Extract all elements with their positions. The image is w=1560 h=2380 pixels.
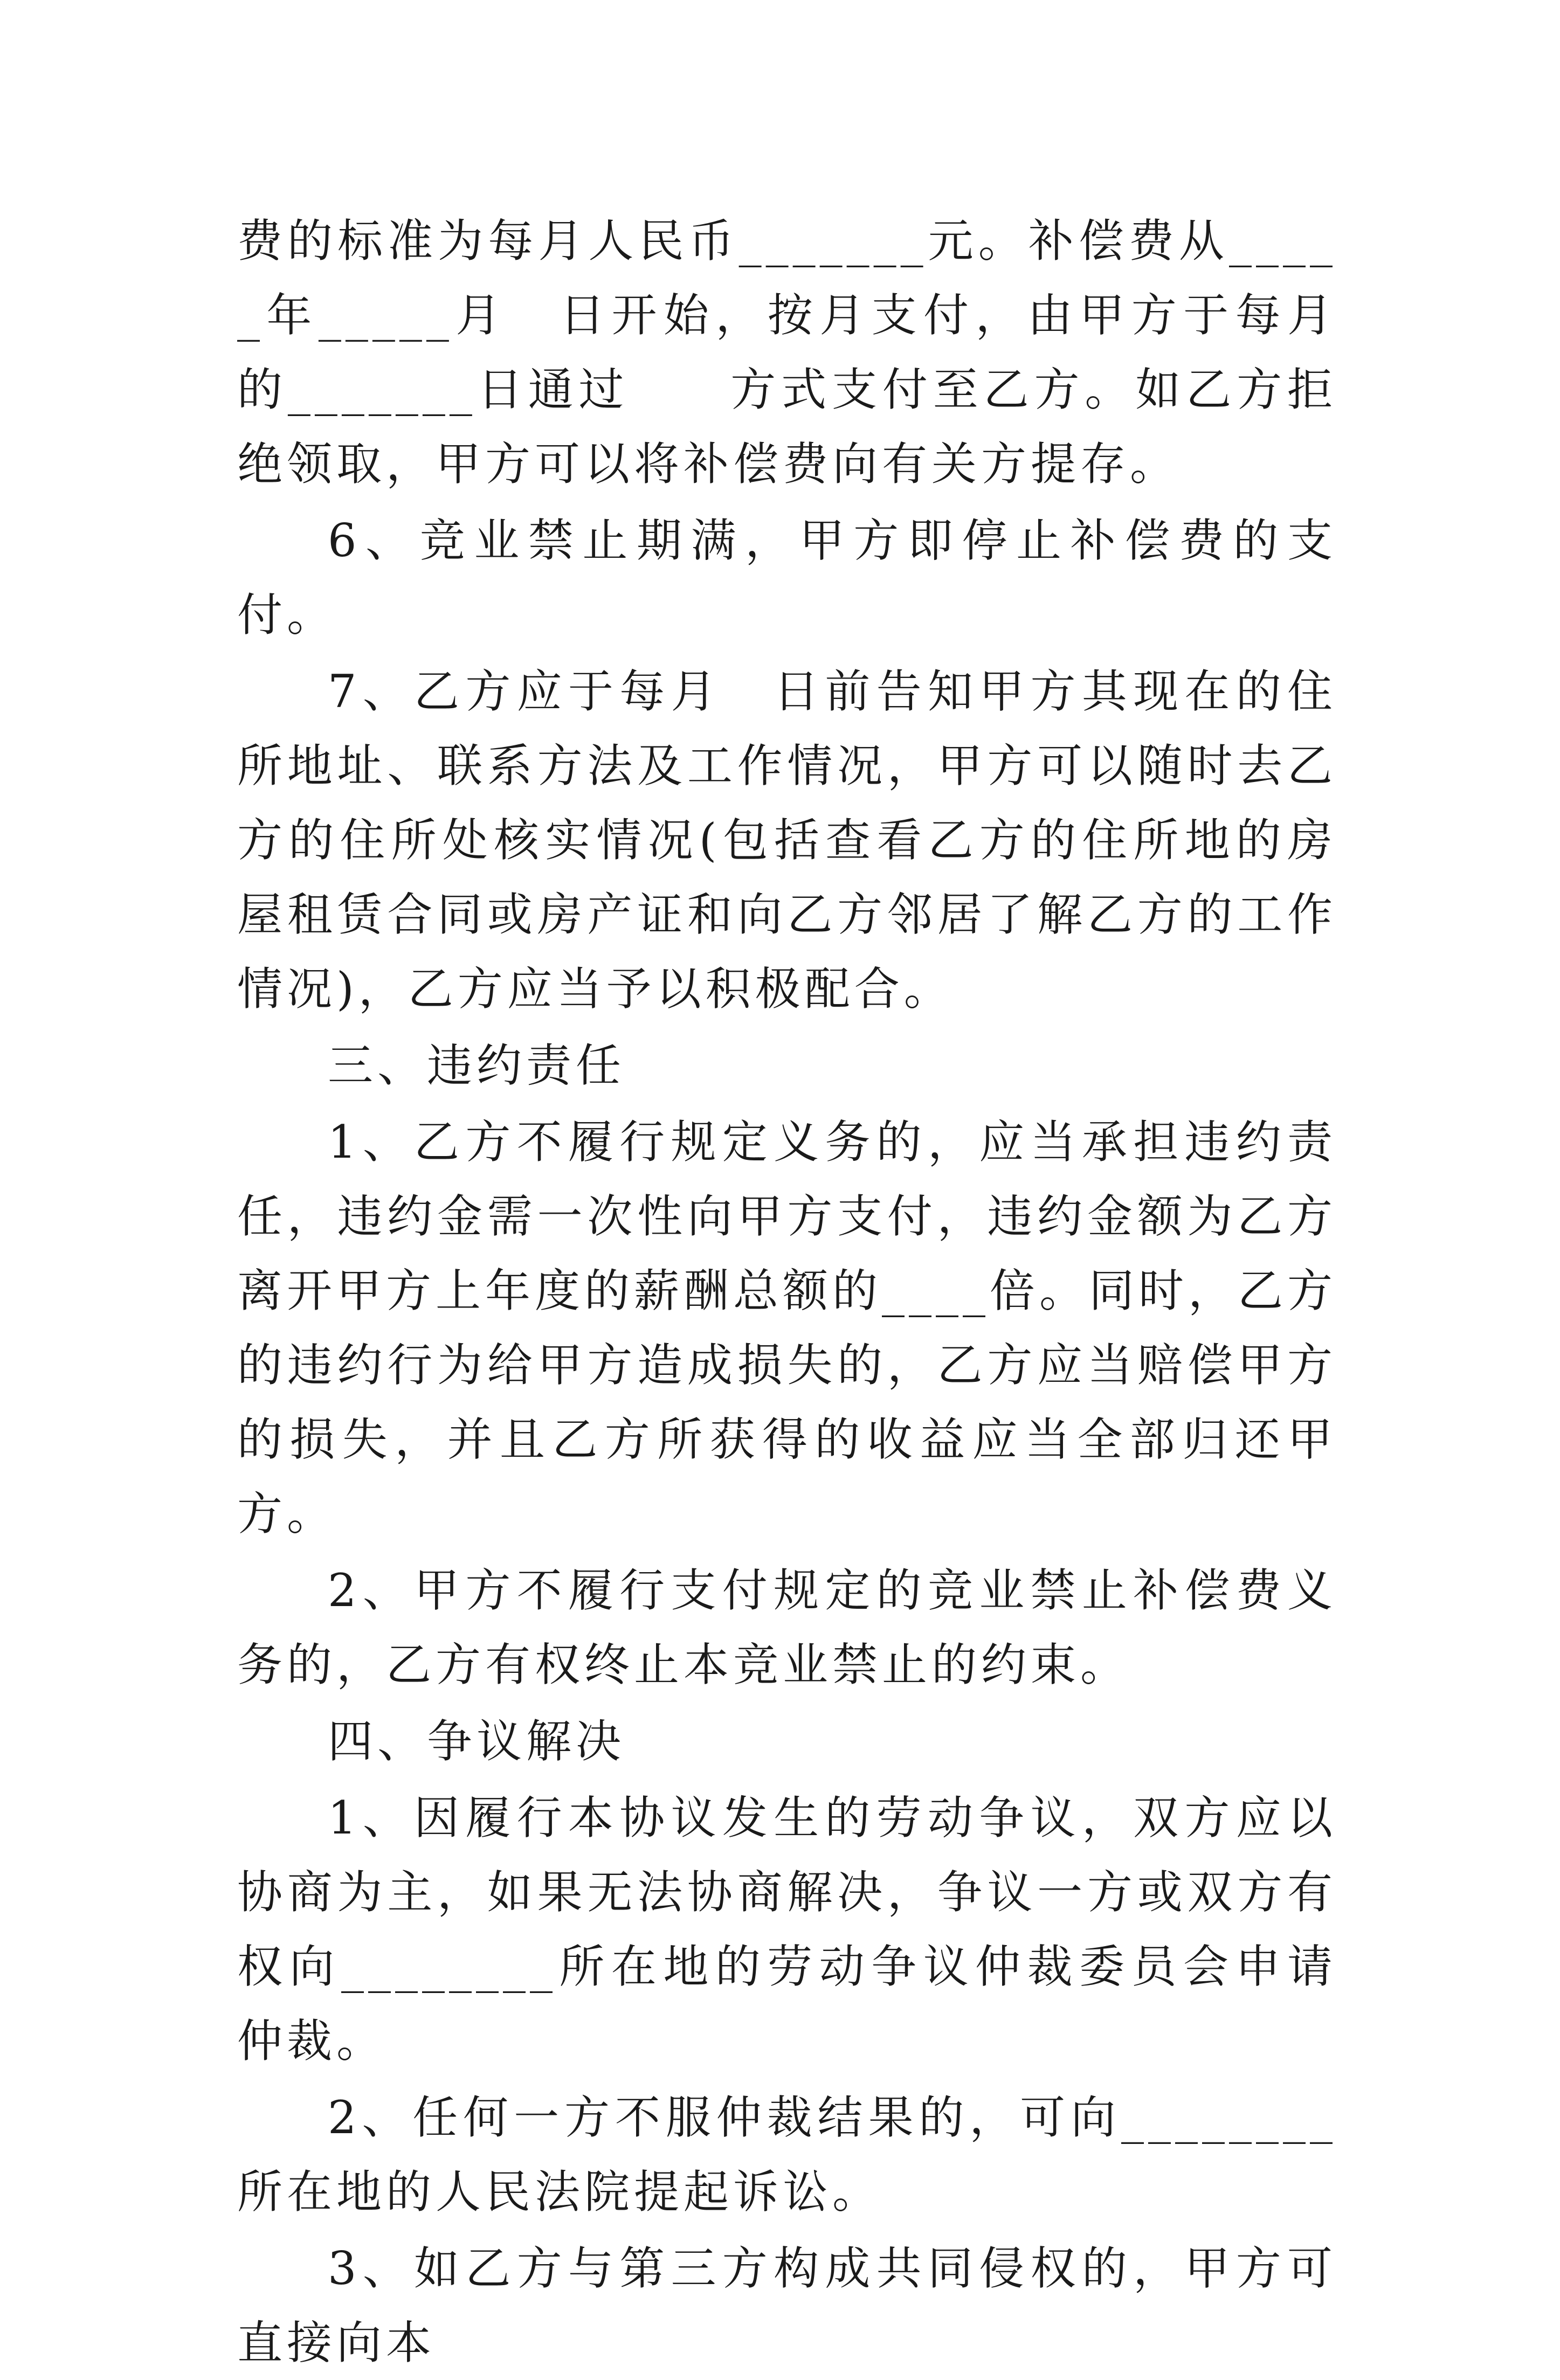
section-heading-dispute-resolution: 四、争议解决 xyxy=(328,1715,626,1768)
paragraph-compensation-payment: 费的标准为每月人民币_______元。补偿费从_____年_____月 日开始，按月支付，由甲方于每月的_______日通过 方式支付至乙方。如乙方拒绝领取，甲方可以将补偿费向有关方提存。 xyxy=(237,215,1337,490)
paragraph-dispute-clause-2: 2、任何一方不服仲裁结果的，可向________所在地的人民法院提起诉讼。 xyxy=(237,2091,1337,2218)
paragraph-clause-6: 6、竞业禁止期满，甲方即停止补偿费的支付。 xyxy=(237,514,1337,641)
section-heading-breach-liability: 三、违约责任 xyxy=(328,1039,626,1092)
document-body xyxy=(237,204,1337,2380)
paragraph-breach-clause-1: 1、乙方不履行规定义务的，应当承担违约责任，违约金需一次性向甲方支付，违约金额为乙方离开甲方上年度的薪酬总额的____倍。同时，乙方的违约行为给甲方造成损失的，乙方应当赔偿甲方的损失，并且乙方所获得的收益应当全部归还甲方。 xyxy=(237,1116,1337,1540)
paragraph-dispute-clause-3: 3、如乙方与第三方构成共同侵权的，甲方可直接向本 xyxy=(237,2242,1337,2369)
paragraph-dispute-clause-1: 1、因履行本协议发生的劳动争议，双方应以协商为主，如果无法协商解决，争议一方或双方有权向________所在地的劳动争议仲裁委员会申请仲裁。 xyxy=(237,1791,1337,2067)
paragraph-clause-7: 7、乙方应于每月 日前告知甲方其现在的住所地址、联系方法及工作情况，甲方可以随时去乙方的住所处核实情况(包括查看乙方的住所地的房屋租赁合同或房产证和向乙方邻居了解乙方的工作情况)，乙方应当予以积极配合。 xyxy=(237,665,1337,1015)
paragraph-breach-clause-2: 2、甲方不履行支付规定的竞业禁止补偿费义务的，乙方有权终止本竞业禁止的约束。 xyxy=(237,1564,1337,1691)
